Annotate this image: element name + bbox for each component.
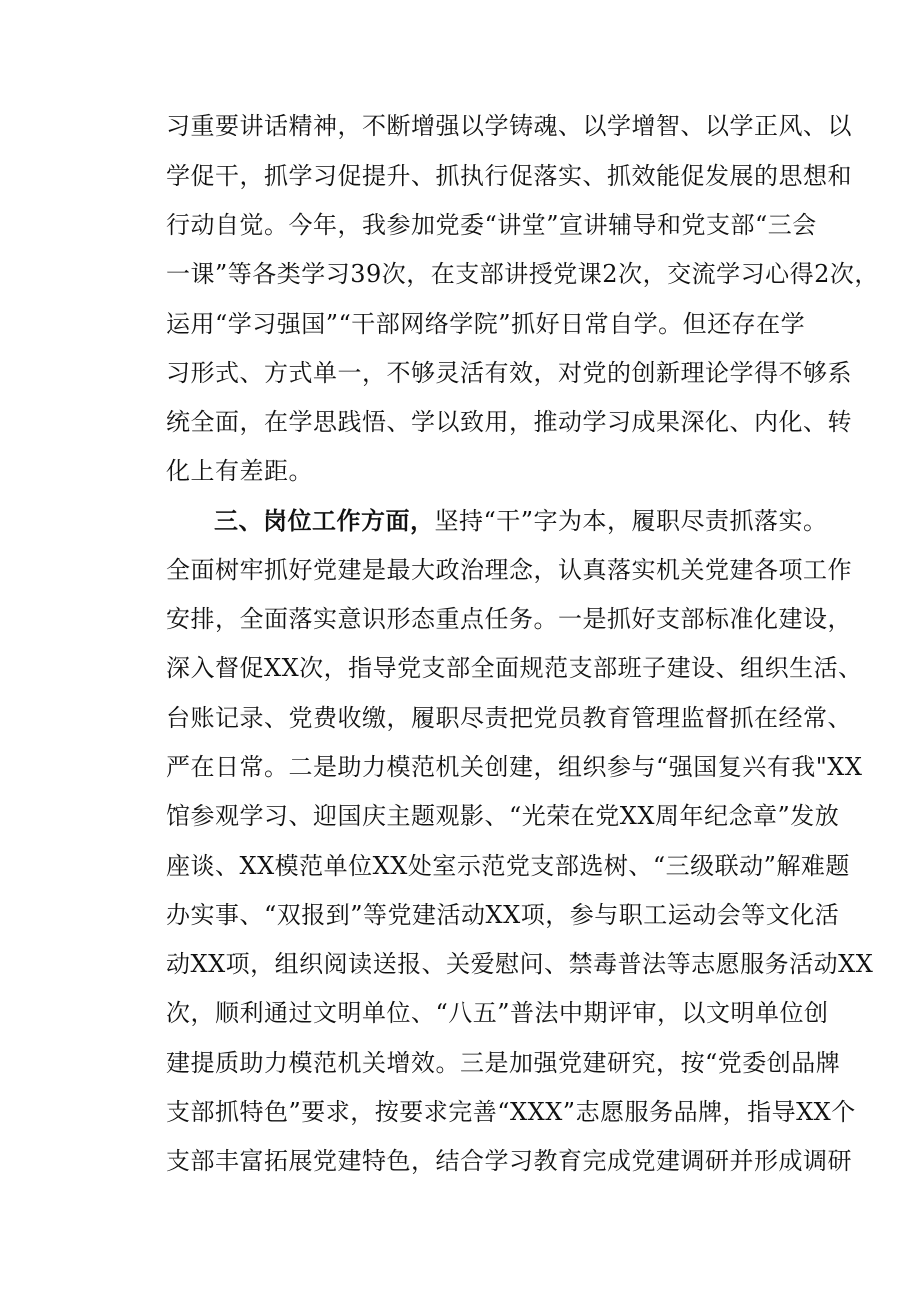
text-line: 习形式、方式单一，不够灵活有效，对党的创新理论学得不够系 xyxy=(166,359,852,387)
text-line: 习重要讲话精神，不断增强以学铸魂、以学增智、以学正风、以 xyxy=(166,112,852,140)
text-line: 学促干，抓学习促提升、抓执行促落实、抓效能促发展的思想和 xyxy=(166,162,852,190)
text-line: 办实事、“双报到”等党建活动XX项，参与职工运动会等文化活 xyxy=(166,901,840,929)
text-line: 馆参观学习、迎国庆主题观影、“光荣在党XX周年纪念章”发放 xyxy=(166,802,840,830)
text-line: 安排，全面落实意识形态重点任务。一是抓好支部标准化建设， xyxy=(166,605,852,633)
text-line: 台账记录、党费收缴，履职尽责把党员教育管理监督抓在经常、 xyxy=(166,704,852,732)
section-heading-line xyxy=(214,501,828,541)
text-line: 运用“学习强国”“干部网络学院”抓好日常自学。但还存在学 xyxy=(166,310,806,338)
text-line: 全面树牢抓好党建是最大政治理念，认真落实机关党建各项工作 xyxy=(166,556,852,584)
text-line: 建提质助力模范机关增效。三是加强党建研究，按“党委创品牌 xyxy=(166,1049,841,1077)
section-heading: 三、岗位工作方面， xyxy=(214,506,435,535)
text-line: 座谈、XX模范单位XX处室示范党支部选树、“三级联动”解难题 xyxy=(166,852,850,880)
text-line: 支部丰富拓展党建特色，结合学习教育完成党建调研并形成调研 xyxy=(166,1147,852,1175)
text-line: 一课”等各类学习39次，在支部讲授党课2次，交流学习心得2次， xyxy=(166,260,879,288)
text-line: 支部抓特色”要求，按要求完善“XXX”志愿服务品牌，指导XX个 xyxy=(166,1098,856,1126)
text-line: 统全面，在学思践悟、学以致用，推动学习成果深化、内化、转 xyxy=(166,408,852,436)
text-line: 次，顺利通过文明单位、“八五”普法中期评审，以文明单位创 xyxy=(166,999,829,1027)
section-heading-rest: 坚持“干”字为本，履职尽责抓落实。 xyxy=(434,507,828,535)
text-line: 深入督促XX次，指导党支部全面规范支部班子建设、组织生活、 xyxy=(166,654,863,682)
text-line: 动XX项，组织阅读送报、关爱慰问、禁毒普法等志愿服务活动XX xyxy=(166,950,874,978)
text-line: 行动自觉。今年，我参加党委“讲堂”宣讲辅导和党支部“三会 xyxy=(166,211,817,239)
text-line: 严在日常。二是助力模范机关创建，组织参与“强国复兴有我"XX xyxy=(166,753,863,781)
text-line: 化上有差距。 xyxy=(166,457,313,485)
